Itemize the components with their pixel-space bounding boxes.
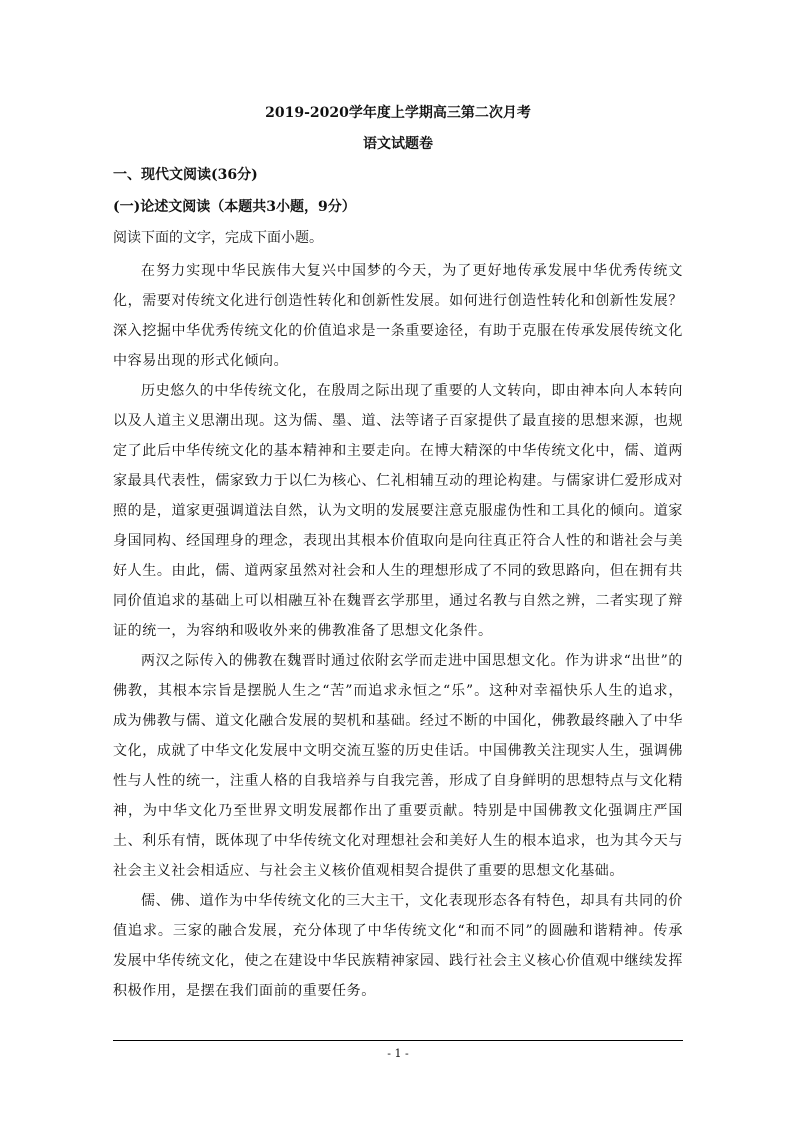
passage bbox=[113, 256, 683, 1006]
passage-paragraph-3: 两汉之际传入的佛教在魏晋时通过依附玄学而走进中国思想文化。作为讲求“出世”的佛教，其根本宗旨是摆脱人生之“苦”而追求永恒之“乐”。这种对幸福快乐人生的追求，成为佛教与儒、道文化融合发展的契机和基础。经过不断的中国化，佛教最终融入了中华文化，成就了中华文化发展中文明交流互鉴的历史佳话。中国佛教关注现实人生，强调佛性与人性的统一，注重人格的自我培养与自我完善，形成了自身鲜明的思想特点与文化精神，为中华文化乃至世界文明发展都作出了重要贡献。特别是中国佛教文化强调庄严国土、利乐有情，既体现了中华传统文化对理想社会和美好人生的根本追求，也为其今天与社会主义社会相适应、与社会主义核价值观相契合提供了重要的思想文化基础。 bbox=[113, 653, 683, 879]
passage-paragraph-4: 儒、佛、道作为中华传统文化的三大主干，文化表现形态各有特色，却具有共同的价值追求。三家的融合发展，充分体现了中华传统文化“和而不同”的圆融和谐精神。传承发展中华传统文化，使之在建设中华民族精神家园、践行社会主义核心价值观中继续发挥积极作用，是摆在我们面前的重要任务。 bbox=[113, 893, 683, 999]
subsection-heading: (一)论述文阅读（本题共3小题，9分） bbox=[113, 199, 356, 215]
footer-divider bbox=[113, 1040, 683, 1041]
reading-instruction: 阅读下面的文字，完成下面小题。 bbox=[113, 230, 323, 246]
exam-title: 2019-2020学年度上学期高三第二次月考 bbox=[265, 105, 531, 121]
section-heading: 一、现代文阅读(36分) bbox=[113, 167, 258, 183]
passage-paragraph-2: 历史悠久的中华传统文化，在殷周之际出现了重要的人文转向，即由神本向人本转向以及人道主义思潮出现。这为儒、墨、道、法等诸子百家提供了最直接的思想来源，也规定了此后中华传统文化的基本精神和主要走向。在博大精深的中华传统文化中，儒、道两家最具代表性，儒家致力于以仁为核心、仁礼相辅互动的理论构建。与儒家讲仁爱形成对照的是，道家更强调道法自然，认为文明的发展要注意克服虚伪性和工具化的倾向。道家身国同构、经国理身的理念，表现出其根本价值取向是向往真正符合人性的和谐社会与美好人生。由此，儒、道两家虽然对社会和人生的理想形成了不同的致思路向，但在拥有共同价值追求的基础上可以相融互补在魏晋玄学那里，通过名教与自然之辨，二者实现了辩证的统一，为容纳和吸收外来的佛教准备了思想文化条件。 bbox=[113, 383, 683, 639]
exam-subtitle: 语文试题卷 bbox=[363, 136, 433, 152]
passage-paragraph-1: 在努力实现中华民族伟大复兴中国梦的今天，为了更好地传承发展中华优秀传统文化，需要对传统文化进行创造性转化和创新性发展。如何进行创造性转化和创新性发展？深入挖掘中华优秀传统文化的价值追求是一条重要途径，有助于克服在传承发展传统文化中容易出现的形式化倾向。 bbox=[113, 263, 683, 369]
page-number: - 1 - bbox=[387, 1047, 409, 1060]
exam-page bbox=[113, 0, 683, 1123]
